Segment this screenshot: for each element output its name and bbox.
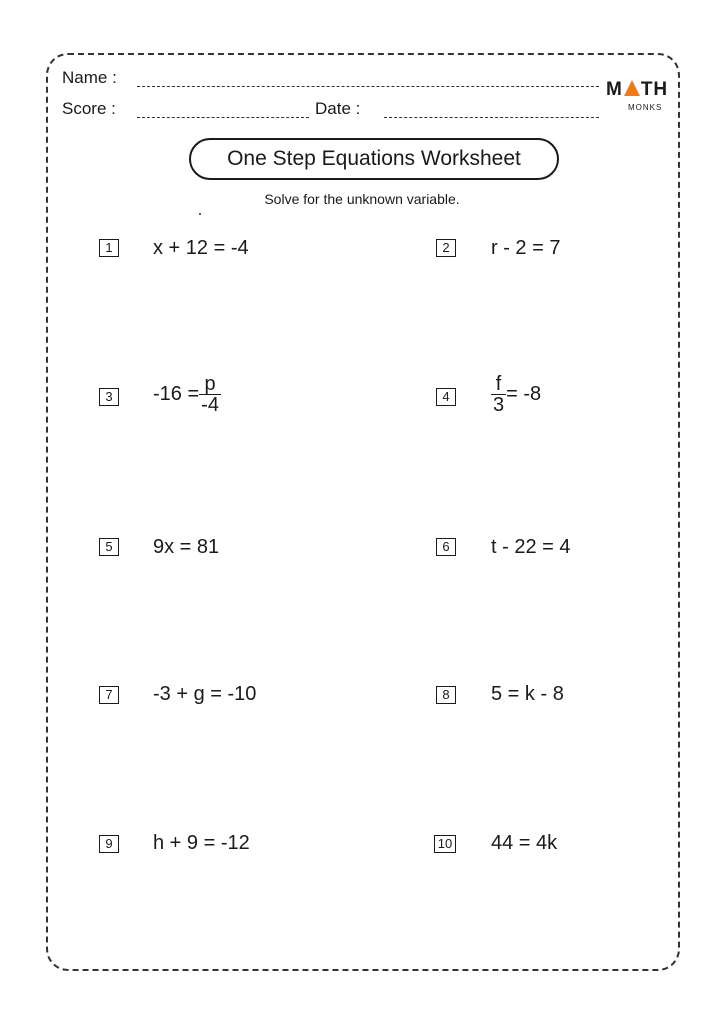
problem-equation-2: r - 2 = 7: [491, 237, 561, 259]
numerator: p: [199, 374, 221, 395]
denominator: -4: [201, 394, 219, 416]
score-label: Score :: [62, 99, 116, 118]
problem-number-10: 10: [434, 835, 456, 853]
math-monks-logo: [606, 80, 672, 120]
problem-number-8: 8: [436, 686, 456, 704]
denominator: 3: [493, 394, 505, 416]
fraction: [491, 374, 506, 415]
problem-equation-1: x + 12 = -4: [153, 237, 249, 259]
problem-number-4: 4: [436, 388, 456, 406]
problem-equation-6: t - 22 = 4: [491, 536, 571, 558]
logo-wordmark: M TH: [606, 79, 669, 100]
equation-rhs: = -8: [506, 383, 542, 405]
worksheet-title: One Step Equations Worksheet: [189, 138, 559, 180]
problem-equation-8: 5 = k - 8: [491, 683, 564, 705]
stray-dot: [199, 213, 201, 215]
problem-number-9: 9: [99, 835, 119, 853]
problem-equation-4: [491, 374, 541, 415]
problem-equation-10: 44 = 4k: [491, 832, 558, 854]
problem-equation-3: [153, 374, 221, 415]
name-line: [137, 86, 599, 87]
date-line: [384, 117, 599, 118]
problem-number-3: 3: [99, 388, 119, 406]
score-line: [137, 117, 309, 118]
problem-number-2: 2: [436, 239, 456, 257]
problem-equation-7: -3 + g = -10: [153, 683, 257, 705]
instructions: Solve for the unknown variable.: [264, 191, 460, 207]
logo-subtext: MONKS: [628, 103, 663, 112]
numerator: f: [491, 374, 506, 395]
problem-number-5: 5: [99, 538, 119, 556]
problem-number-6: 6: [436, 538, 456, 556]
problem-number-1: 1: [99, 239, 119, 257]
equation-lhs: -16 =: [153, 383, 200, 405]
problem-equation-5: 9x = 81: [153, 536, 220, 558]
problem-number-7: 7: [99, 686, 119, 704]
problem-equation-9: h + 9 = -12: [153, 832, 250, 854]
name-label: Name :: [62, 68, 117, 87]
fraction: [199, 374, 221, 415]
triangle-icon: [624, 80, 640, 96]
date-label: Date :: [315, 99, 361, 118]
